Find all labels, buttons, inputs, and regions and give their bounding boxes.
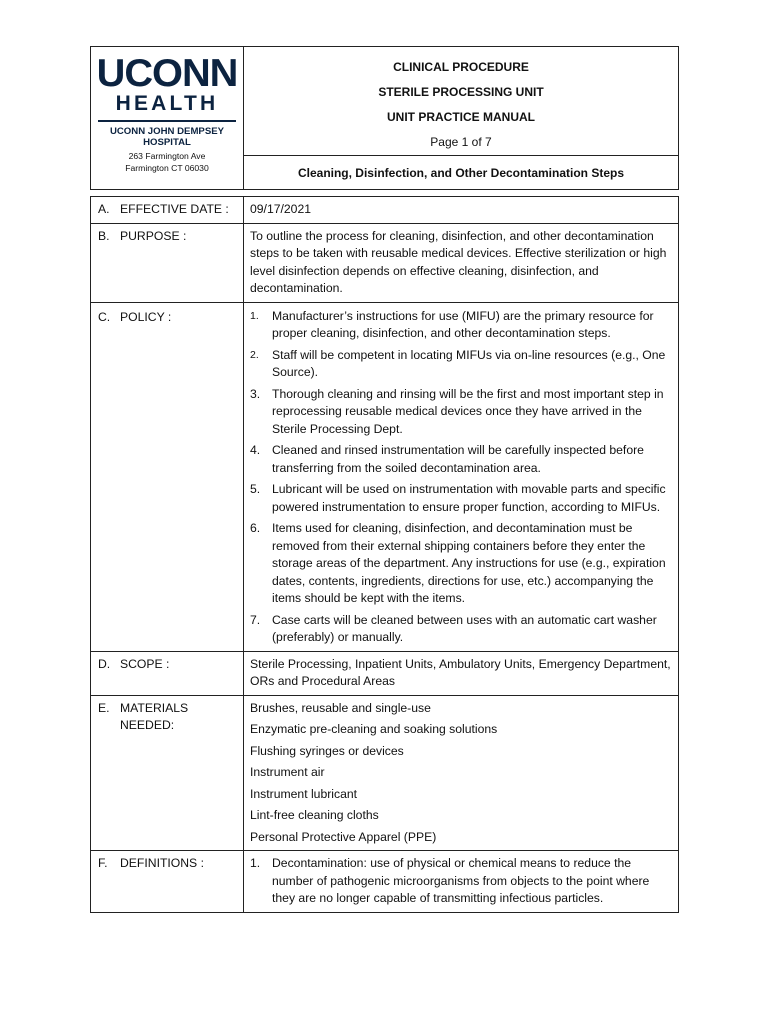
label-cell bbox=[91, 851, 244, 912]
section-label: EFFECTIVE DATE : bbox=[120, 202, 229, 216]
item-number: 2. bbox=[250, 348, 259, 361]
document-subject: Cleaning, Disinfection, and Other Decontamination Steps bbox=[297, 165, 625, 180]
address-line-1: 263 Farmington Ave bbox=[128, 151, 206, 161]
list-item: Enzymatic pre-cleaning and soaking solutions bbox=[250, 722, 498, 736]
item-text: Cleaned and rinsed instrumentation will be carefully inspected before transferring from the soiled decontamination area. bbox=[272, 443, 644, 475]
purpose-paragraph: To outline the process for cleaning, disinfection, and other decontamination steps to be taken with reusable medical devices. Effective sterilization or high level disinfection depends on effective cleaning, disinfection, and decontamination. bbox=[250, 228, 667, 295]
purpose-text bbox=[244, 224, 678, 302]
list-item bbox=[250, 442, 672, 477]
item-text: Staff will be competent in locating MIFUs via on-line resources (e.g., One Source). bbox=[272, 347, 666, 379]
row-effective-date bbox=[91, 197, 678, 224]
effective-date-value: 09/17/2021 bbox=[250, 202, 311, 216]
materials-list bbox=[244, 696, 678, 851]
list-item: Brushes, reusable and single-use bbox=[250, 700, 431, 715]
section-letter: F. bbox=[98, 856, 108, 870]
item-number: 7. bbox=[250, 612, 261, 627]
list-item bbox=[250, 612, 672, 647]
item-number: 6. bbox=[250, 521, 261, 535]
policy-list bbox=[250, 308, 672, 647]
unit-name: STERILE PROCESSING UNIT bbox=[378, 85, 544, 99]
item-number: 5. bbox=[250, 482, 261, 496]
list-item bbox=[250, 855, 672, 908]
manual-name: UNIT PRACTICE MANUAL bbox=[387, 110, 535, 124]
list-item: Lint-free cleaning cloths bbox=[250, 808, 379, 822]
list-item: Personal Protective Apparel (PPE) bbox=[250, 829, 437, 844]
label-cell bbox=[91, 303, 244, 651]
logo-divider bbox=[98, 120, 236, 122]
item-text: Items used for cleaning, disinfection, and decontamination must be removed from their external shipping containers before they enter the storage areas of the department. Any instructions for use (e.g., expiration dates, contents, ingredients, directions for use, etc.) accompanying the items should be kept with the items. bbox=[272, 521, 666, 605]
item-text: Thorough cleaning and rinsing will be the first and most important step in reprocessing reusable medical devices once they have arrived in the Sterile Processing Dept. bbox=[272, 386, 664, 436]
policy-list-cell bbox=[244, 303, 678, 651]
list-item: Instrument air bbox=[250, 765, 325, 779]
hospital-name bbox=[110, 126, 224, 148]
logo-subtitle: HEALTH bbox=[115, 92, 219, 115]
scope-text bbox=[244, 652, 678, 695]
hospital-name-line-2: HOSPITAL bbox=[143, 137, 191, 148]
section-letter: E. bbox=[98, 700, 110, 715]
title-lines bbox=[244, 47, 678, 156]
row-scope bbox=[91, 652, 678, 696]
definitions-list-cell bbox=[244, 851, 678, 912]
section-label: SCOPE : bbox=[120, 656, 170, 671]
title-block bbox=[244, 47, 678, 189]
scope-paragraph: Sterile Processing, Inpatient Units, Ambulatory Units, Emergency Department, ORs and Procedural Areas bbox=[250, 656, 671, 688]
section-label: DEFINITIONS : bbox=[120, 856, 204, 870]
definitions-list bbox=[250, 855, 672, 908]
list-item bbox=[250, 308, 672, 343]
list-item: Flushing syringes or devices bbox=[250, 743, 404, 758]
item-number: 4. bbox=[250, 443, 261, 457]
section-label: PURPOSE : bbox=[120, 228, 187, 243]
page-number: Page 1 of 7 bbox=[430, 135, 492, 149]
list-item: Instrument lubricant bbox=[250, 786, 358, 801]
row-materials bbox=[91, 696, 678, 852]
item-text: Lubricant will be used on instrumentation with movable parts and specific powered instrumentation to ensure proper function, according to MIFUs. bbox=[272, 482, 666, 514]
procedure-table bbox=[90, 196, 679, 913]
label-cell bbox=[91, 652, 244, 695]
label-cell bbox=[91, 197, 244, 223]
label-cell bbox=[91, 224, 244, 302]
logo-block bbox=[91, 47, 244, 189]
item-number: 3. bbox=[250, 386, 261, 401]
item-text: Manufacturer’s instructions for use (MIFU) are the primary resource for proper cleaning, disinfection, and other decontamination steps. bbox=[272, 308, 654, 340]
section-letter: A. bbox=[98, 202, 110, 216]
list-item bbox=[250, 386, 672, 439]
section-label bbox=[120, 700, 188, 847]
label-line-2: NEEDED: bbox=[120, 717, 175, 732]
label-cell bbox=[91, 696, 244, 851]
item-text: Case carts will be cleaned between uses with an automatic cart washer (preferably) or manually. bbox=[272, 612, 657, 644]
list-item bbox=[250, 520, 672, 608]
document-header bbox=[90, 46, 679, 190]
row-purpose bbox=[91, 224, 678, 303]
list-item bbox=[250, 347, 672, 382]
section-letter: C. bbox=[98, 309, 111, 324]
item-number: 1. bbox=[250, 309, 259, 322]
row-definitions bbox=[91, 851, 678, 912]
section-letter: D. bbox=[98, 656, 111, 671]
logo-wordmark: UCONN bbox=[96, 52, 238, 95]
procedure-type: CLINICAL PROCEDURE bbox=[393, 60, 529, 74]
address-line-2: Farmington CT 06030 bbox=[125, 163, 209, 173]
hospital-name-line-1: UCONN JOHN DEMPSEY bbox=[109, 126, 225, 137]
item-number: 1. bbox=[250, 856, 261, 870]
label-line-1: MATERIALS bbox=[120, 700, 189, 715]
row-policy bbox=[91, 303, 678, 652]
section-label: POLICY : bbox=[120, 309, 172, 324]
item-text: Decontamination: use of physical or chemical means to reduce the number of pathogenic microorganisms from objects to the point where they are no longer capable of transmitting infectious particles. bbox=[272, 856, 650, 905]
section-letter: B. bbox=[98, 228, 110, 243]
list-item bbox=[250, 481, 672, 516]
hospital-address bbox=[125, 150, 208, 174]
